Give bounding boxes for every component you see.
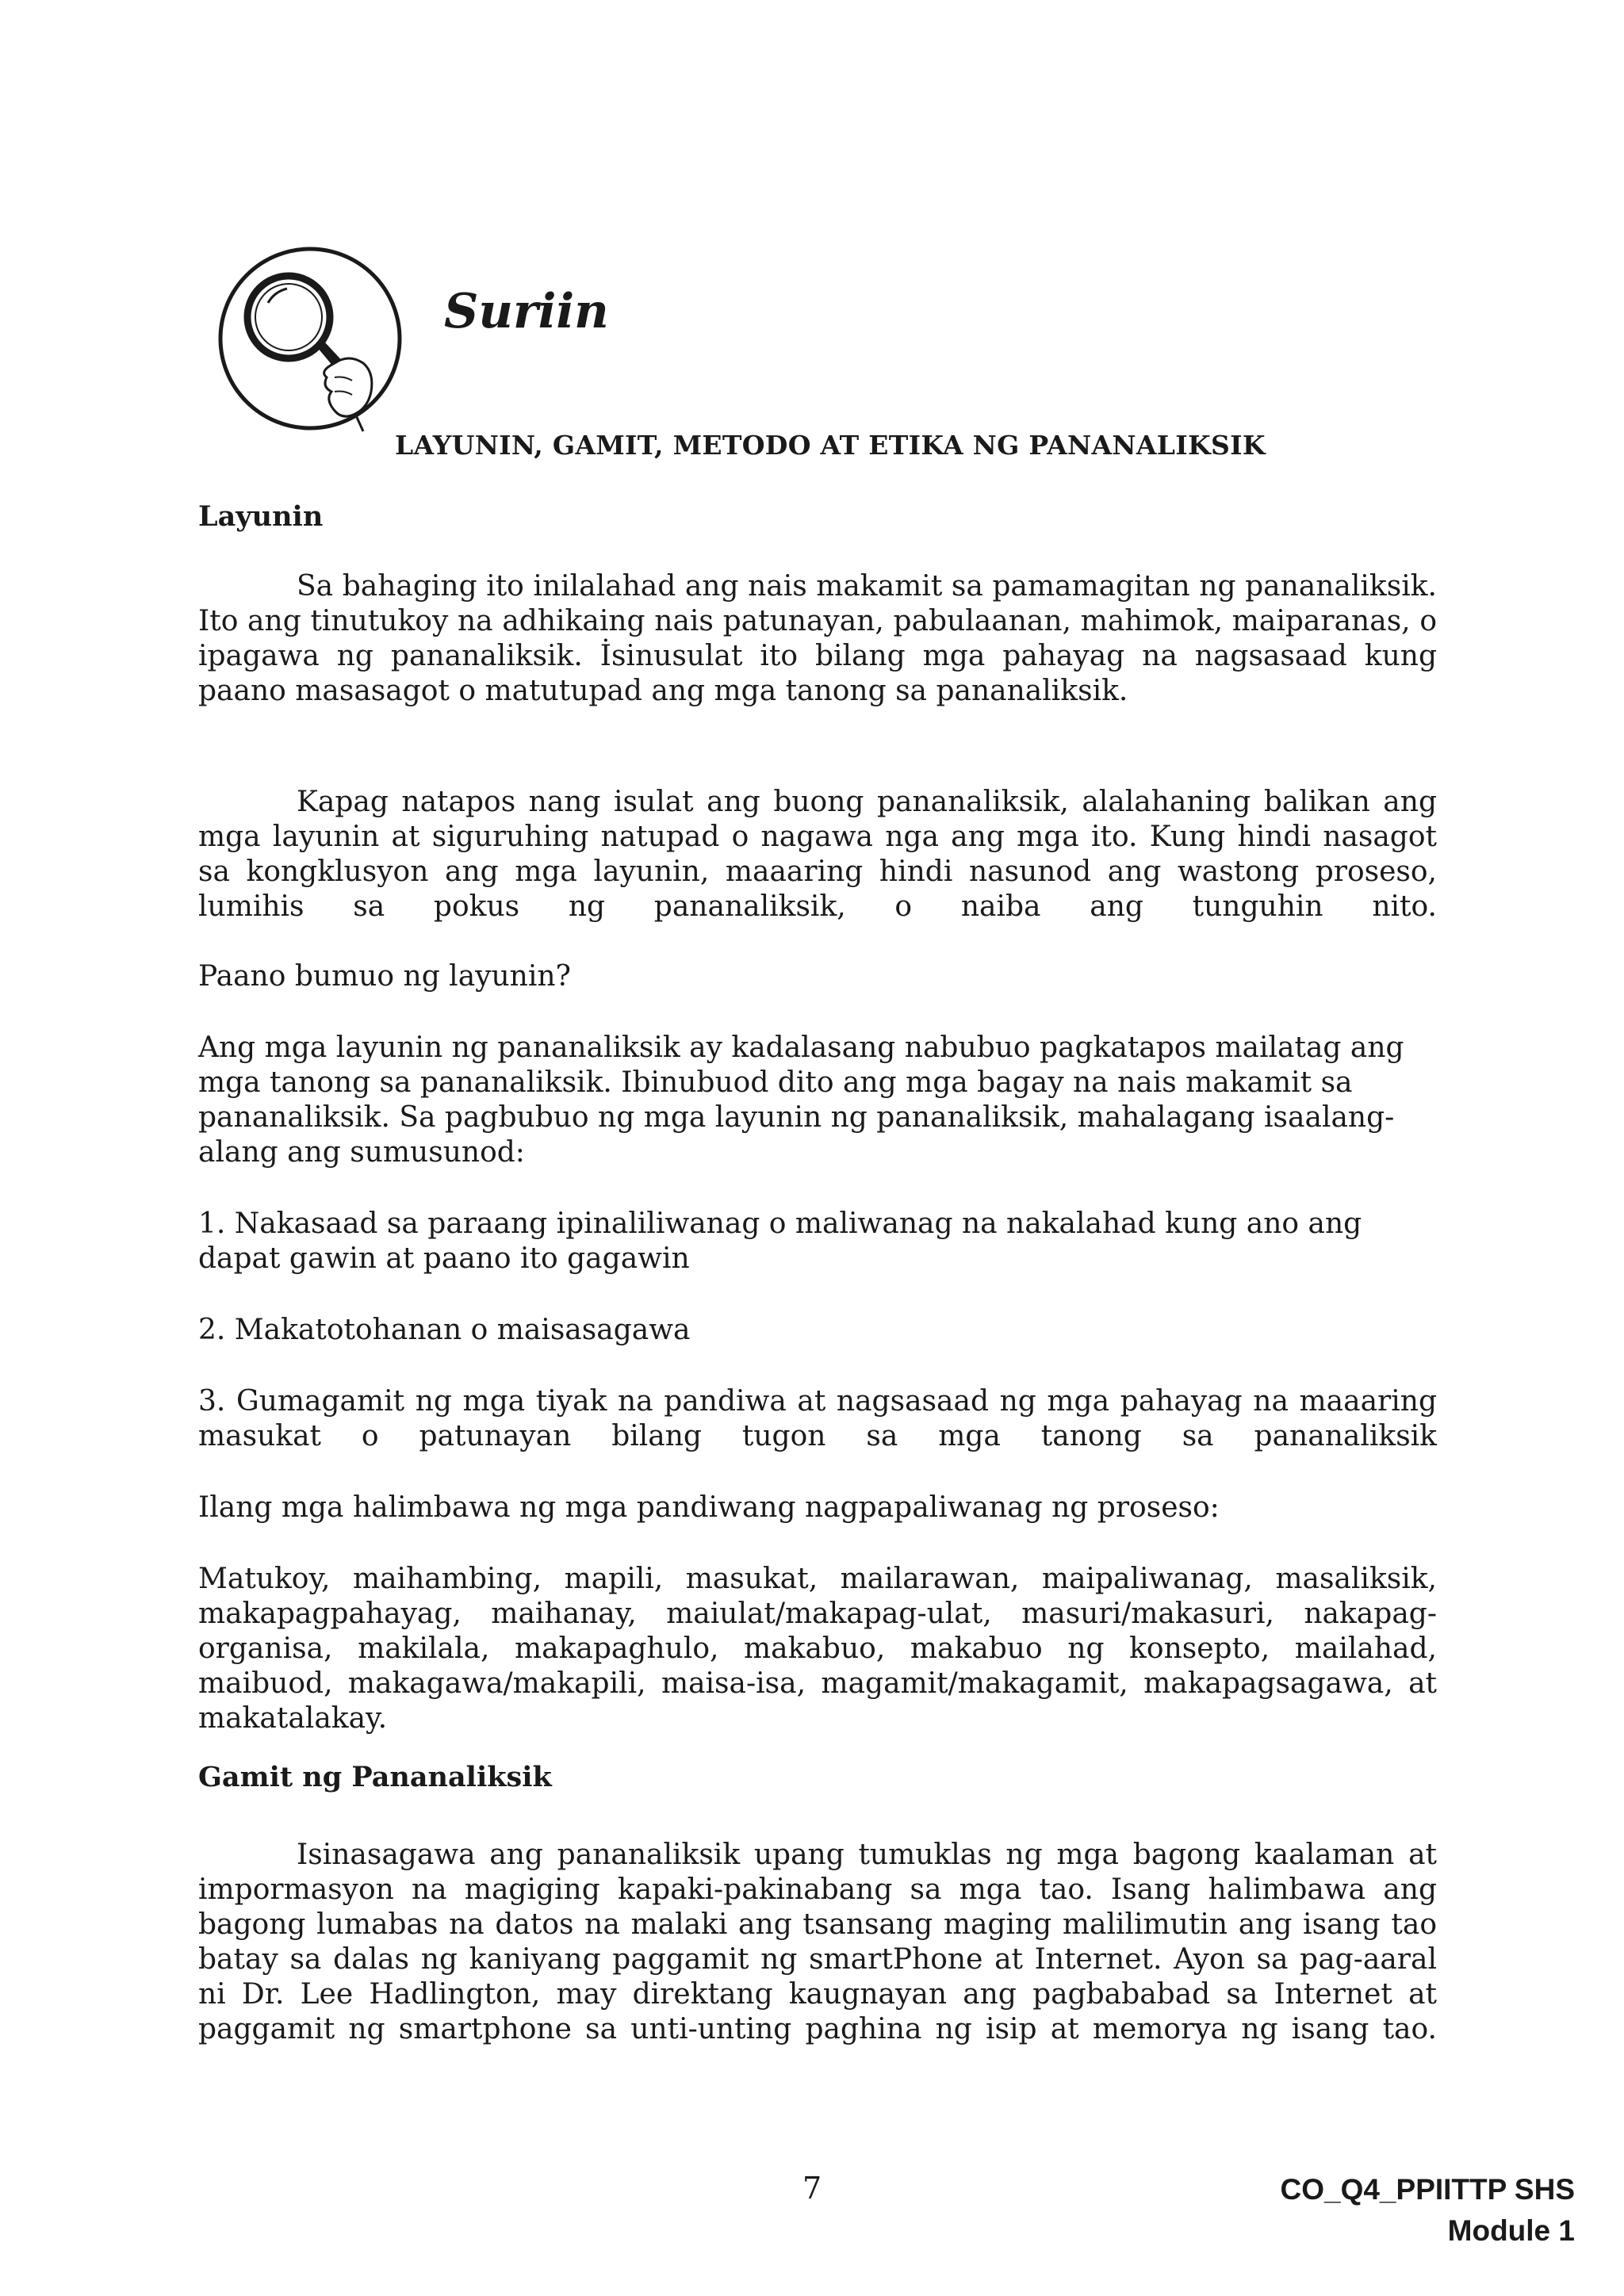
list-item-2 bbox=[198, 1313, 1437, 1348]
gamit-heading: Gamit ng Pananaliksik bbox=[198, 1761, 552, 1793]
main-heading: LAYUNIN, GAMIT, METODO AT ETIKA NG PANANALIKSIK bbox=[395, 430, 1266, 461]
layunin-paragraph-3 bbox=[198, 1031, 1437, 1170]
layunin-heading: Layunin bbox=[198, 500, 324, 533]
module-code bbox=[1281, 2169, 1576, 2252]
module-code-line: CO_Q4_PPIITTP SHS bbox=[1280, 2173, 1575, 2206]
examples-list bbox=[198, 1562, 1437, 1736]
module-number: Module 1 bbox=[1447, 2214, 1575, 2247]
examples-text: Matukoy, maihambing, mapili, masukat, mailarawan, maipaliwanag, masaliksik, makapagpahayag, maihanay, maiulat/makapag-ulat, masuri/makasuri, nakapag-organisa, makilala, makapaghulo, makabuo, makabuo ng konsepto, mailahad, maibuod, makagawa/makapili, maisa-isa, magamit/makagamit, makapagsagawa, at makatalakay. bbox=[198, 1563, 1437, 1735]
list-item-text: 1. Nakasaad sa paraang ipinaliliwanag o maliwanag na nakalahad kung ano ang dapat gawin at paano ito gagawin bbox=[198, 1207, 1362, 1275]
paragraph-text: Isinasagawa ang pananaliksik upang tumuklas ng mga bagong kaalaman at impormasyon na magiging kapaki-pakinabang sa mga tao. Isang halimbawa ang bagong lumabas na datos na malaki ang tsansang maging malilimutin ang isang tao batay sa dalas ng kaniyang paggamit ng smartPhone at Internet. Ayon sa pag-aaral ni Dr. Lee Hadlington, may direktang kaugnayan ang pagbababad sa Internet at paggamit ng smartphone sa unti-unting paghina ng isip at memorya ng isang tao. bbox=[198, 1839, 1437, 2045]
list-item-1 bbox=[198, 1207, 1437, 1276]
section-title: Suriin bbox=[444, 284, 609, 339]
layunin-question: Paano bumuo ng layunin? bbox=[198, 960, 571, 993]
paragraph-text: Sa bahaging ito inilalahad ang nais makamit sa pamamagitan ng pananaliksik. Ito ang tinutukoy na adhikaing nais patunayan, pabulaanan, mahimok, maiparanas, o ipagawa ng pananaliksik. İsinusulat ito bilang mga pahayag na nagsasaad kung paano masasagot o matutupad ang mga tanong sa pananaliksik. bbox=[198, 570, 1437, 707]
examples-intro: Ilang mga halimbawa ng mga pandiwang nagpapaliwanag ng proseso: bbox=[198, 1491, 1220, 1524]
page-number: 7 bbox=[802, 2171, 822, 2206]
layunin-paragraph-1 bbox=[198, 569, 1437, 709]
gamit-paragraph bbox=[198, 1838, 1437, 2047]
paragraph-text: Kapag natapos nang isulat ang buong pananaliksik, alalahaning balikan ang mga layunin at siguruhing natupad o nagawa nga ang mga ito. Kung hindi nasagot sa kongklusyon ang mga layunin, maaaring hindi nasunod ang wastong proseso, lumihis sa pokus ng pananaliksik, o naiba ang tunguhin nito. bbox=[198, 786, 1437, 923]
list-item-3 bbox=[198, 1384, 1437, 1454]
paragraph-text: Ang mga layunin ng pananaliksik ay kadalasang nabubuo pagkatapos mailatag ang mga tanong sa pananaliksik. Ibinubuod dito ang mga bagay na nais makamit sa pananaliksik. Sa pagbubuo ng mga layunin ng pananaliksik, mahalagang isaalang-alang ang sumusunod: bbox=[198, 1031, 1404, 1169]
list-item-text: 2. Makatotohanan o maisasagawa bbox=[198, 1314, 691, 1346]
layunin-paragraph-2 bbox=[198, 785, 1437, 924]
magnifying-glass-icon bbox=[216, 244, 404, 433]
list-item-text: 3. Gumagamit ng mga tiyak na pandiwa at nagsasaad ng mga pahayag na maaaring masukat o patunayan bilang tugon sa mga tanong sa pananaliksik bbox=[198, 1385, 1437, 1452]
